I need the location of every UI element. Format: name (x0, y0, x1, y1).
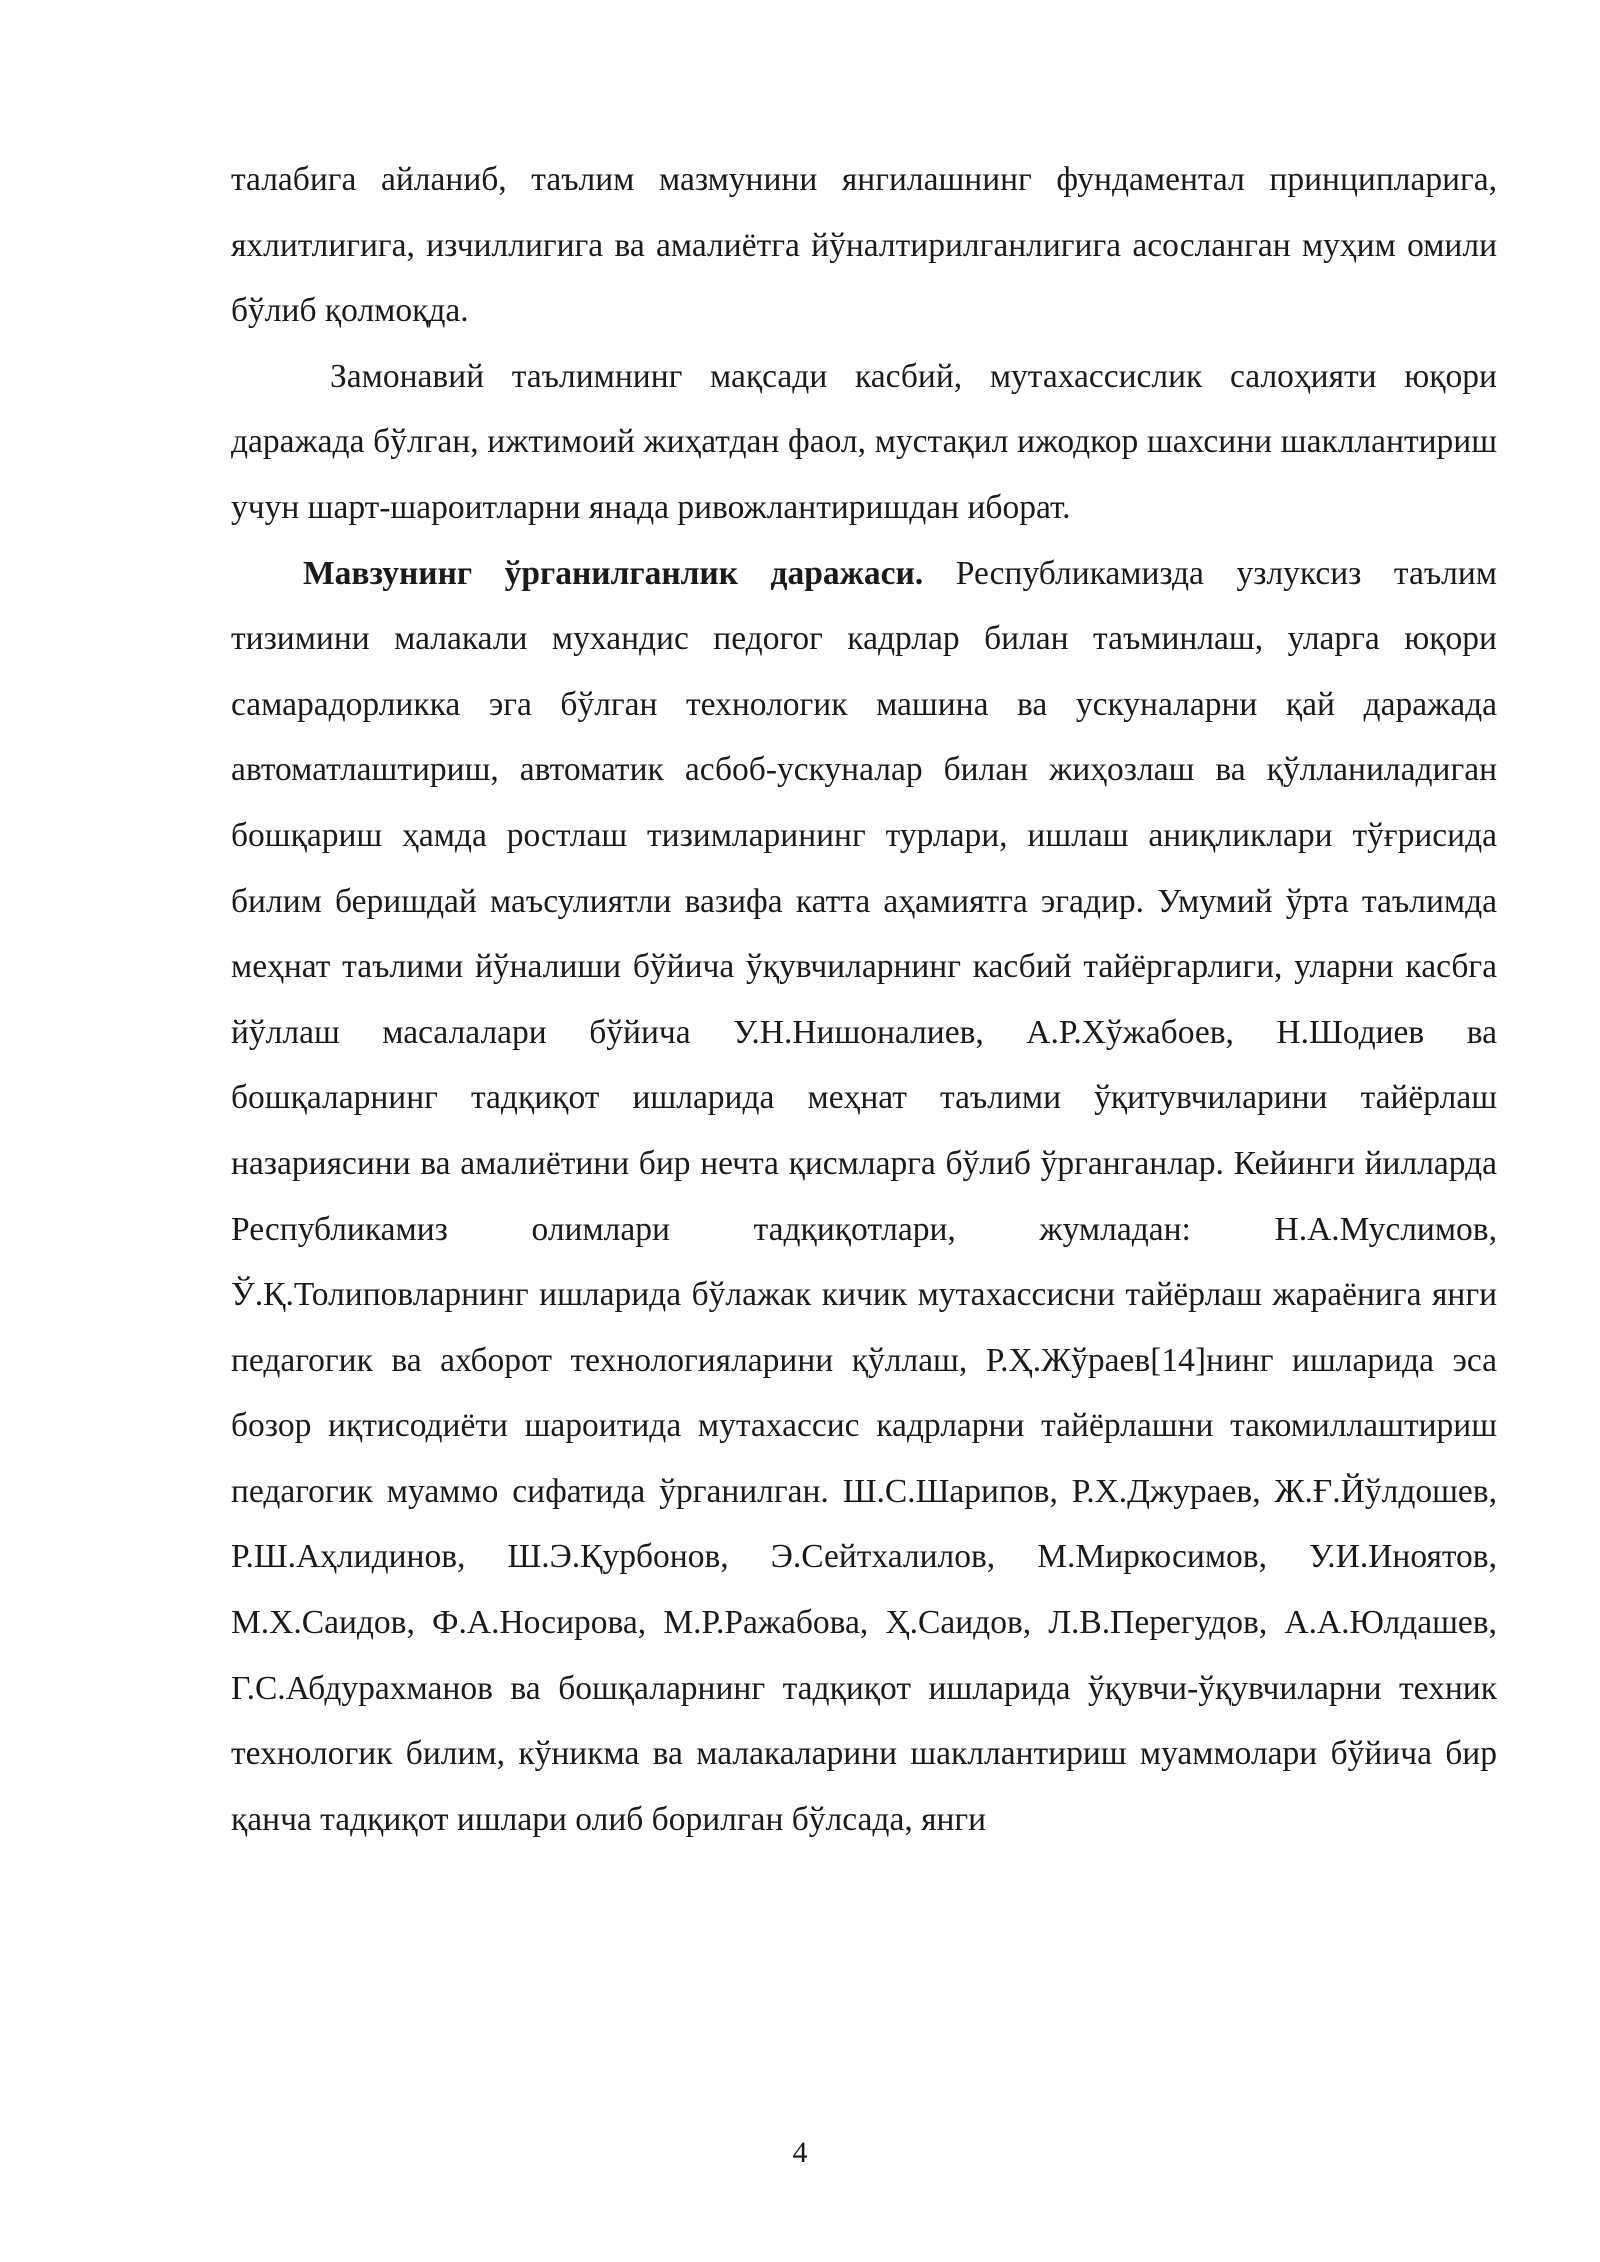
paragraph-2: Замонавий таълимнинг мақсади касбий, мутахассислик салоҳияти юқори даражада бўлган, ижтимоий жиҳатдан фаол, мустақил ижодкор шахсини шакллантириш учун шарт-шароитларни янада ривожлантиришдан иборат. (231, 357, 1497, 526)
paragraph-3-text: Республикамизда узлуксиз таълим тизимини малакали мухандис педогог кадрлар билан таъминлаш, уларга юқори самарадорликка эга бўлган технологик машина ва ускуналарни қай даражада автоматлаштириш, автоматик асбоб-ускуналар билан жиҳозлаш ва қўлланиладиган бошқариш ҳамда ростлаш тизимларининг турлари, ишлаш аниқликлари тўғрисида билим беришдай маъсулиятли вазифа катта аҳамиятга эгадир. Умумий ўрта таълимда меҳнат таълими йўналиши бўйича ўқувчиларнинг касбий тайёргарлиги, уларни касбга йўллаш масалалари бўйича У.Н.Нишоналиев, А.Р.Хўжабоев, Н.Шодиев ва бошқаларнинг тадқиқот ишларида меҳнат таълими ўқитувчиларини тайёрлаш назариясини ва амалиётини бир нечта қисмларга бўлиб ўрганганлар. Кейинги йилларда Республикамиз олимлари тадқиқотлари, жумладан: Н.А.Муслимов, Ў.Қ.Толиповларнинг ишларида бўлажак кичик мутахассисни тайёрлаш жараёнига янги педагогик ва ахборот технологияларини қўллаш, Р.Ҳ.Жўраев[14]нинг ишларида эса бозор иқтисодиёти шароитида мутахассис кадрларни тайёрлашни такомиллаштириш педагогик муаммо сифатида ўрганилган. Ш.С.Шарипов, Р.Х.Джураев, Ж.Ғ.Йўлдошев, Р.Ш.Аҳлидинов, Ш.Э.Қурбонов, Э.Сейтхалилов, М.Миркосимов, У.И.Иноятов, М.Х.Саидов, Ф.А.Носирова, М.Р.Ражабова, Ҳ.Саидов, Л.В.Перегудов, А.А.Юлдашев, Г.С.Абдурахманов ва бошқаларнинг тадқиқот ишларида ўқувчи-ўқувчиларни техник технологик билим, кўникма ва малакаларини шакллантириш муаммолари бўйича бир қанча тадқиқот ишлари олиб борилган бўлсада, янги (231, 554, 1498, 1838)
page-number: 4 (792, 2136, 808, 2169)
section-heading: Мавзунинг ўрганилганлик даражаси. (303, 554, 924, 592)
paragraph-1: талабига айланиб, таълим мазмунини янгилашнинг фундаментал принципларига, яхлитлигига, изчиллигига ва амалиётга йўналтирилганлигига асосланган муҳим омили бўлиб қолмоқда. (231, 161, 1497, 330)
paragraph-3 (231, 541, 1497, 1853)
body-text (231, 147, 1497, 1852)
